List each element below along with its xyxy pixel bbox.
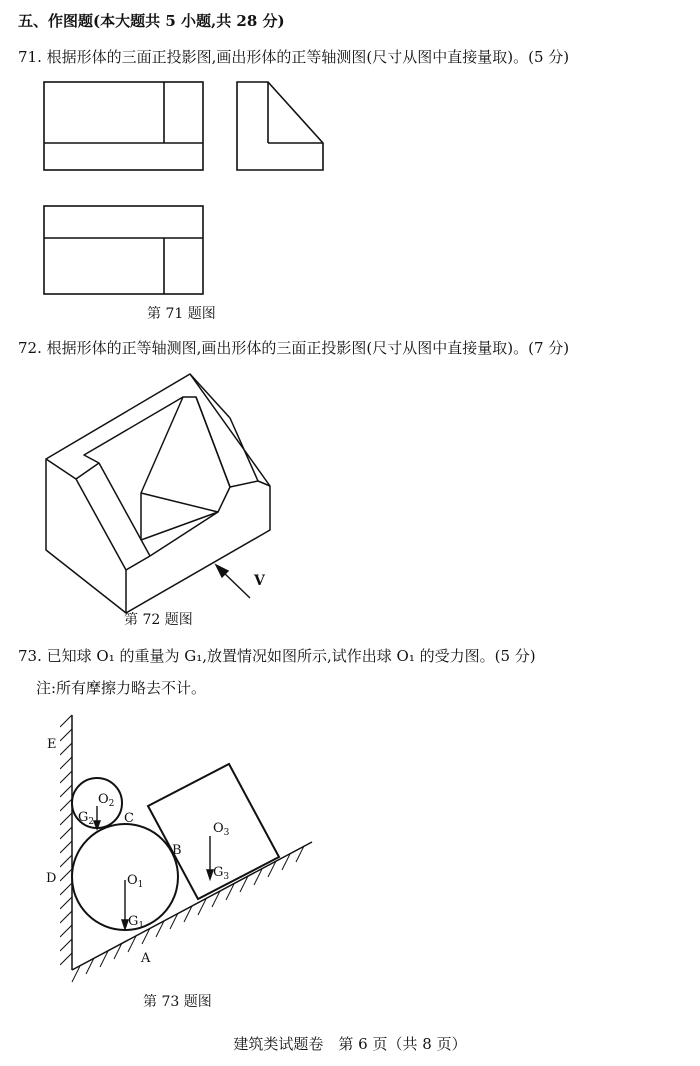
label-c: C <box>124 811 134 826</box>
label-o2: $O_2$ <box>98 792 115 809</box>
question-73-note: 注:所有摩擦力略去不计。 <box>36 679 207 697</box>
figure-73-caption: 第 73 题图 <box>143 994 212 1010</box>
label-g1: $G_1$ <box>128 914 145 931</box>
question-73-text: 73. 已知球 O₁ 的重量为 G₁,放置情况如图所示,试作出球 O₁ 的受力图。(5 分) <box>18 647 536 665</box>
label-g2: $G_2$ <box>78 810 95 827</box>
label-o1: $O_1$ <box>127 873 144 890</box>
view-arrow-label: V <box>254 573 265 589</box>
label-o3: $O_3$ <box>213 821 230 838</box>
label-b: B <box>172 843 182 858</box>
page-footer: 建筑类试题卷 第 6 页（共 8 页） <box>233 1035 467 1053</box>
label-d: D <box>46 871 57 886</box>
label-g3: $G_3$ <box>213 865 230 882</box>
label-a: A <box>141 951 151 966</box>
figure-72-caption: 第 72 题图 <box>124 612 193 628</box>
figure-71-caption: 第 71 题图 <box>147 306 216 322</box>
question-71-text: 71. 根据形体的三面正投影图,画出形体的正等轴测图(尺寸从图中直接量取)。(5 分) <box>18 48 570 66</box>
label-e: E <box>47 737 57 752</box>
section-title: 五、作图题(本大题共 5 小题,共 28 分) <box>18 12 285 30</box>
question-72-text: 72. 根据形体的正等轴测图,画出形体的三面正投影图(尺寸从图中直接量取)。(7 分) <box>18 339 570 357</box>
